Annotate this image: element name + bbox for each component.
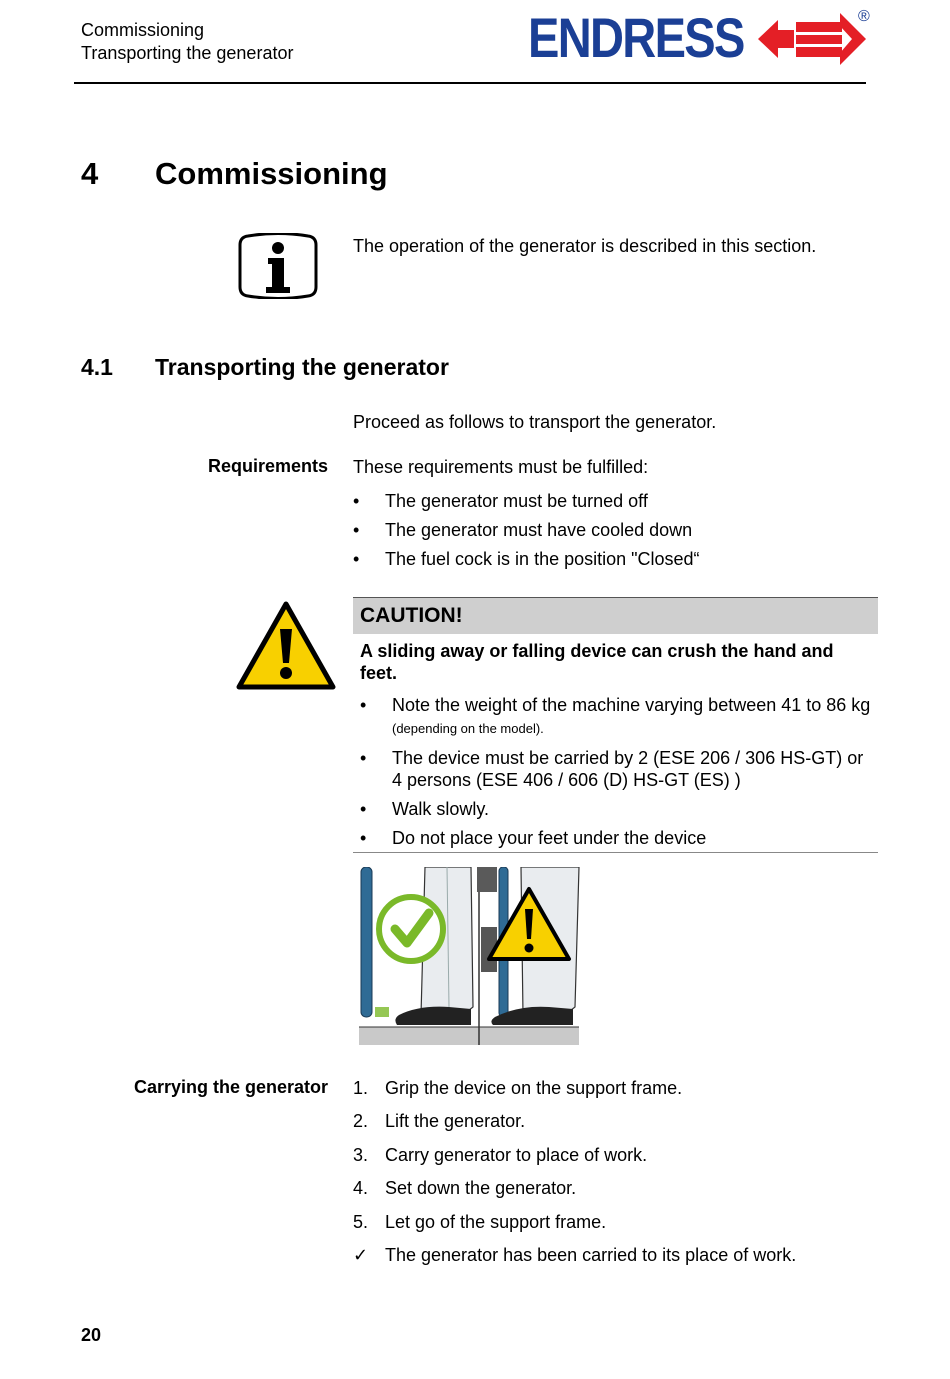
requirements-list xyxy=(353,490,873,570)
info-note: The operation of the generator is described in this section. xyxy=(353,236,817,256)
caution-title: CAUTION! xyxy=(360,604,463,627)
list-item: • The generator must be turned off xyxy=(353,491,648,511)
section-title: Transporting the generator xyxy=(155,354,449,380)
registered-mark: ® xyxy=(858,8,870,25)
info-icon xyxy=(238,233,318,304)
step-item: 4. Set down the generator. xyxy=(353,1178,577,1199)
carrying-label: Carrying the generator xyxy=(133,1077,328,1097)
requirements-label: Requirements xyxy=(207,456,328,476)
chapter-title: Commissioning xyxy=(155,156,388,191)
header-subsection: Transporting the generator xyxy=(81,43,294,63)
warning-triangle-icon xyxy=(236,601,336,696)
result-item: ✓ The generator has been carried to its place of work. xyxy=(353,1244,797,1265)
list-item: • Walk slowly. xyxy=(360,799,490,819)
page-number: 20 xyxy=(81,1325,102,1345)
header-rule xyxy=(74,82,866,84)
caution-header xyxy=(353,597,878,634)
caution-list xyxy=(353,694,878,849)
list-item: • The fuel cock is in the position "Closed“ xyxy=(353,549,700,569)
caution-box xyxy=(353,597,878,856)
logo-arrows-icon xyxy=(756,8,868,70)
intro-text: Proceed as follows to transport the generator. xyxy=(353,412,717,432)
carrying-steps xyxy=(353,1077,873,1277)
caution-subtitle: A sliding away or falling device can crush the hand and feet. xyxy=(360,641,834,683)
carrying-illustration xyxy=(359,867,581,1050)
list-item: • Note the weight of the machine varying between 41 to 86 kg (depending on the model). xyxy=(360,695,871,736)
step-item: 2. Lift the generator. xyxy=(353,1111,526,1132)
step-item: 1. Grip the device on the support frame. xyxy=(353,1078,683,1098)
logo-text: ENDRESS xyxy=(528,6,744,69)
list-item: • The device must be carried by 2 (ESE 206 / 306 HS-GT) or 4 persons (ESE 406 / 606 (D) HS-GT (ES) ) xyxy=(360,748,864,790)
header-section: Commissioning xyxy=(81,20,205,40)
requirements-lead: These requirements must be fulfilled: xyxy=(353,457,649,477)
caution-bottom-rule xyxy=(353,852,878,853)
step-item: 5. Let go of the support frame. xyxy=(353,1211,607,1232)
section-number: 4.1 xyxy=(81,354,113,380)
endress-logo xyxy=(528,8,876,70)
step-item: 3. Carry generator to place of work. xyxy=(353,1144,648,1165)
list-item: • Do not place your feet under the device xyxy=(360,828,707,848)
chapter-number: 4 xyxy=(81,156,99,191)
list-item: • The generator must have cooled down xyxy=(353,520,693,540)
